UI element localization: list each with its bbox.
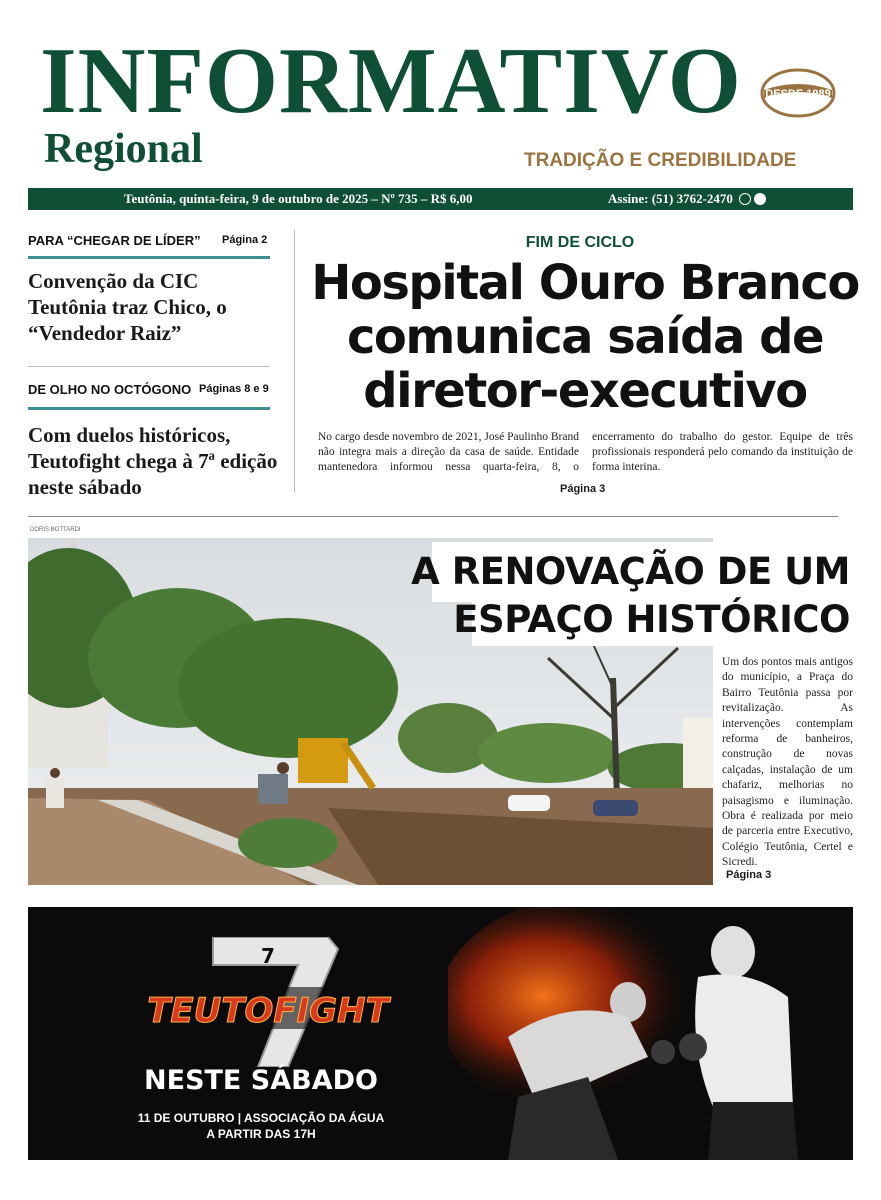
masthead-title: INFORMATIVO: [40, 29, 742, 133]
ad-date-venue: 11 DE OUTUBRO | ASSOCIAÇÃO DA ÁGUA: [137, 1111, 385, 1125]
fighters-image: [448, 907, 853, 1160]
sidebar-kicker-2: DE OLHO NO OCTÓGONO: [28, 382, 192, 397]
sidebar-divider: [28, 366, 270, 367]
logo-text: TEUTOFIGHT: [147, 991, 389, 1031]
dateline-bar: [28, 188, 853, 210]
section-rule: [28, 516, 838, 517]
ad-title: NESTE SÁBADO: [144, 1065, 378, 1096]
phone-icon: [739, 193, 751, 205]
since-badge: [760, 68, 836, 118]
sidebar-headline-2[interactable]: Com duelos históricos, Teutofight chega à 7ª edição neste sábado: [28, 423, 278, 499]
sidebar-page-2[interactable]: Páginas 8 e 9: [199, 383, 269, 395]
subscribe-text: Assine: (51) 3762-2470: [608, 191, 733, 206]
teutofight-logo: [138, 937, 398, 1067]
sidebar-rule-2: [28, 407, 270, 410]
feature-headline-line1-box: [411, 542, 854, 602]
sidebar-page-1[interactable]: Página 2: [222, 234, 268, 246]
feature-headline-line1[interactable]: A RENOVAÇÃO DE UM: [411, 550, 850, 593]
badge-text: DESDE 1989: [765, 88, 831, 100]
lead-body: No cargo desde novembro de 2021, José Paulinho Brand não integra mais a direção da casa de saúde. Entidade mantenedora informou nessa quarta-feira, 8, o encerramento do trabalho do gestor. Equipe de três profissionais responderá pelo comando da instituição de forma interina.: [318, 431, 853, 473]
feature-page-ref[interactable]: Página 3: [726, 869, 772, 881]
feature-headline-line2[interactable]: ESPAÇO HISTÓRICO: [453, 598, 850, 641]
sidebar-headline-1[interactable]: Convenção da CIC Teutônia traz Chico, o “Vendedor Raiz”: [28, 269, 227, 345]
masthead-subtitle: Regional: [44, 126, 203, 172]
feature-body: Um dos pontos mais antigos do município, a Praça do Bairro Teutônia passa por revitalização. As intervenções contemplam reforma de banheiros, construção de novas calçadas, instalação de um chafariz, melhorias no paisagismo e iluminação. Obra é realizada por meio de parceria entre Executivo, Colégio Teutônia, Certel e Sicredi.: [722, 656, 853, 869]
sidebar-kicker-1: PARA “CHEGAR DE LÍDER”: [28, 233, 201, 248]
tagline: TRADIÇÃO E CREDIBILIDADE: [524, 150, 797, 171]
subscribe-info: [608, 191, 766, 207]
dateline-text: Teutônia, quinta-feira, 9 de outubro de 2025 – Nº 735 – R$ 6,00: [124, 191, 473, 206]
teutofight-ad[interactable]: [28, 907, 853, 1160]
feature-headline-line2-box: [453, 596, 854, 646]
lead-headline[interactable]: Hospital Ouro Branco comunica saída de diretor-executivo: [311, 255, 859, 419]
column-divider: [294, 230, 295, 492]
logo-number: 7: [261, 944, 275, 968]
whatsapp-icon: [754, 193, 766, 205]
lead-page-ref[interactable]: Página 3: [560, 483, 606, 495]
photo-credit: DORIS BOTTARDI: [30, 527, 81, 533]
lead-kicker: FIM DE CICLO: [525, 234, 635, 251]
ad-time: A PARTIR DAS 17H: [206, 1127, 316, 1141]
sidebar-rule-1: [28, 256, 270, 259]
